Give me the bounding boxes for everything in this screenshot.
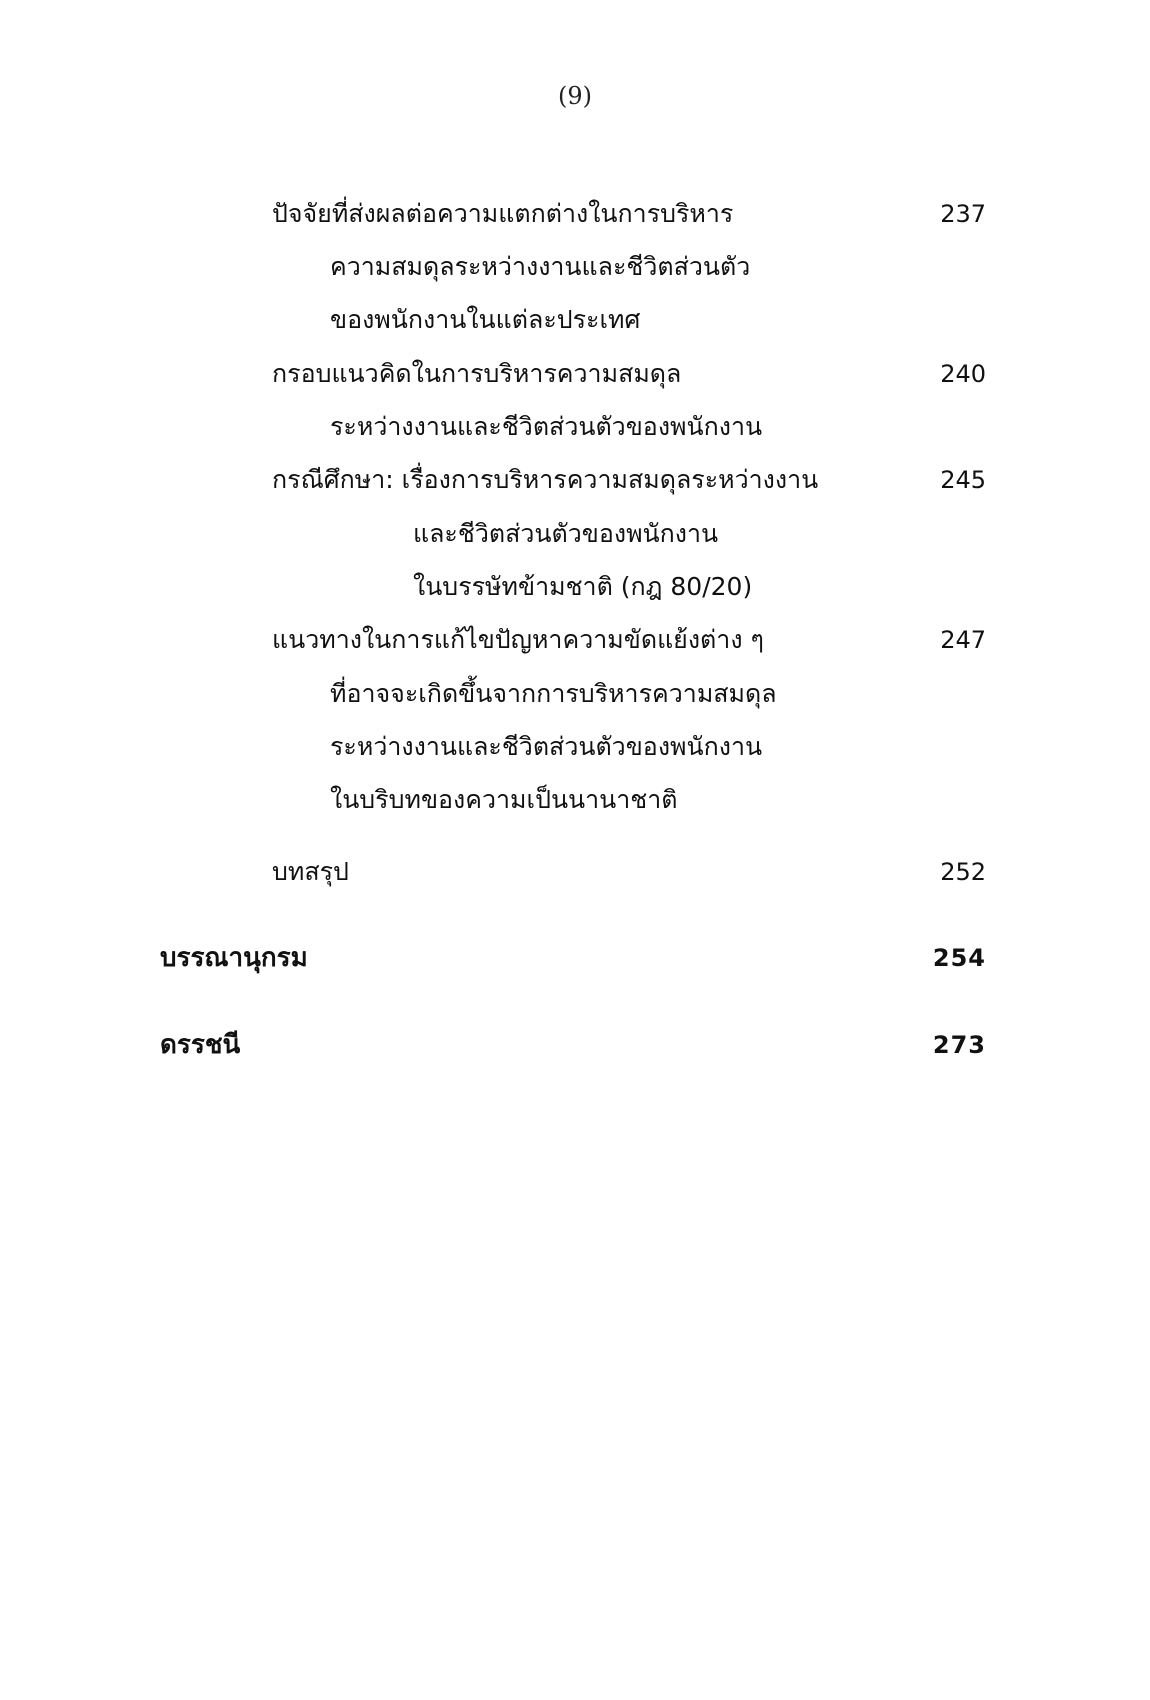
toc-entry-page: 240 <box>940 360 986 388</box>
toc-entry-line: บทสรุป <box>272 857 349 886</box>
toc-entry-line: ปัจจัยที่ส่งผลต่อความแตกต่างในการบริหาร <box>272 199 734 228</box>
toc-entry-page: 247 <box>940 626 986 654</box>
toc-entry-line: และชีวิตส่วนตัวของพนักงาน <box>413 519 719 548</box>
toc-entry-line: แนวทางในการแก้ไขปัญหาความขัดแย้งต่าง ๆ <box>272 625 764 654</box>
toc-entry-line: ที่อาจจะเกิดขึ้นจากการบริหารความสมดุล <box>330 679 777 708</box>
page-number: (9) <box>558 82 592 110</box>
toc-entry-line: ระหว่างงานและชีวิตส่วนตัวของพนักงาน <box>330 732 763 761</box>
bibliography-page: 254 <box>932 944 986 972</box>
toc-entry-line: กรณีศึกษา: เรื่องการบริหารความสมดุลระหว่างงาน <box>272 465 819 494</box>
toc-entry-line: ความสมดุลระหว่างงานและชีวิตส่วนตัว <box>330 252 751 281</box>
toc-entry-line: ของพนักงานในแต่ละประเทศ <box>330 305 641 334</box>
toc-entry-line: ในบรรษัทข้ามชาติ (กฎ 80/20) <box>413 572 753 601</box>
toc-entry-page: 237 <box>940 200 986 228</box>
toc-entry-page: 252 <box>940 858 986 886</box>
index-page: 273 <box>932 1031 986 1059</box>
index-label: ดรรชนี <box>160 1030 241 1060</box>
toc-entry-line: กรอบแนวคิดในการบริหารความสมดุล <box>272 359 682 388</box>
toc-entry-line: ระหว่างงานและชีวิตส่วนตัวของพนักงาน <box>330 412 763 441</box>
toc-entry-line: ในบริบทของความเป็นนานาชาติ <box>330 785 678 814</box>
toc-entry-page: 245 <box>940 466 986 494</box>
bibliography-label: บรรณานุกรม <box>160 943 308 973</box>
